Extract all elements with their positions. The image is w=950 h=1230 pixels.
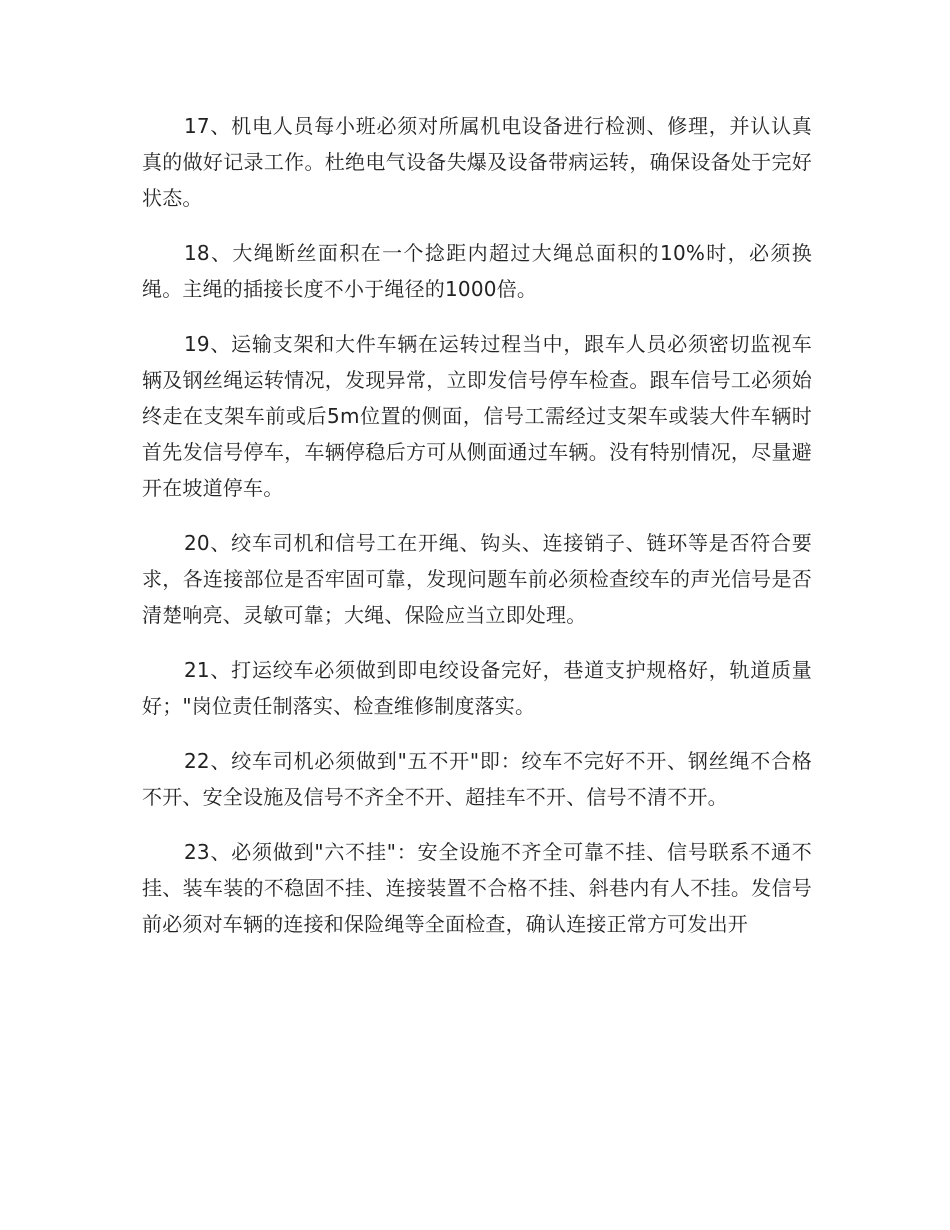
paragraph-21: 21、打运绞车必须做到即电绞设备完好，巷道支护规格好，轨道质量好；"岗位责任制落实、检查维修制度落实。 [142,658,812,718]
paragraph-18: 18、大绳断丝面积在一个捻距内超过大绳总面积的10%时，必须换绳。主绳的插接长度不小于绳径的1000倍。 [142,241,812,301]
paragraph-22: 22、绞车司机必须做到"五不开"即：绞车不完好不开、钢丝绳不合格不开、安全设施及信号不齐全不开、超挂车不开、信号不清不开。 [142,749,812,809]
paragraph-19: 19、运输支架和大件车辆在运转过程当中，跟车人员必须密切监视车辆及钢丝绳运转情况，发现异常，立即发信号停车检查。跟车信号工必须始终走在支架车前或后5m位置的侧面，信号工需经过支架车或装大件车辆时首先发信号停车，车辆停稳后方可从侧面通过车辆。没有特别情况，尽量避开在坡道停车。 [142,332,812,500]
document-body [142,108,812,961]
paragraph-20: 20、绞车司机和信号工在开绳、钩头、连接销子、链环等是否符合要求，各连接部位是否牢固可靠，发现问题车前必须检查绞车的声光信号是否清楚响亮、灵敏可靠；大绳、保险应当立即处理。 [142,531,812,627]
paragraph-23: 23、必须做到"六不挂"：安全设施不齐全可靠不挂、信号联系不通不挂、装车装的不稳固不挂、连接装置不合格不挂、斜巷内有人不挂。发信号前必须对车辆的连接和保险绳等全面检查，确认连接正常方可发出开 [142,840,812,936]
paragraph-17: 17、机电人员每小班必须对所属机电设备进行检测、修理，并认认真真的做好记录工作。杜绝电气设备失爆及设备带病运转，确保设备处于完好状态。 [142,114,812,210]
